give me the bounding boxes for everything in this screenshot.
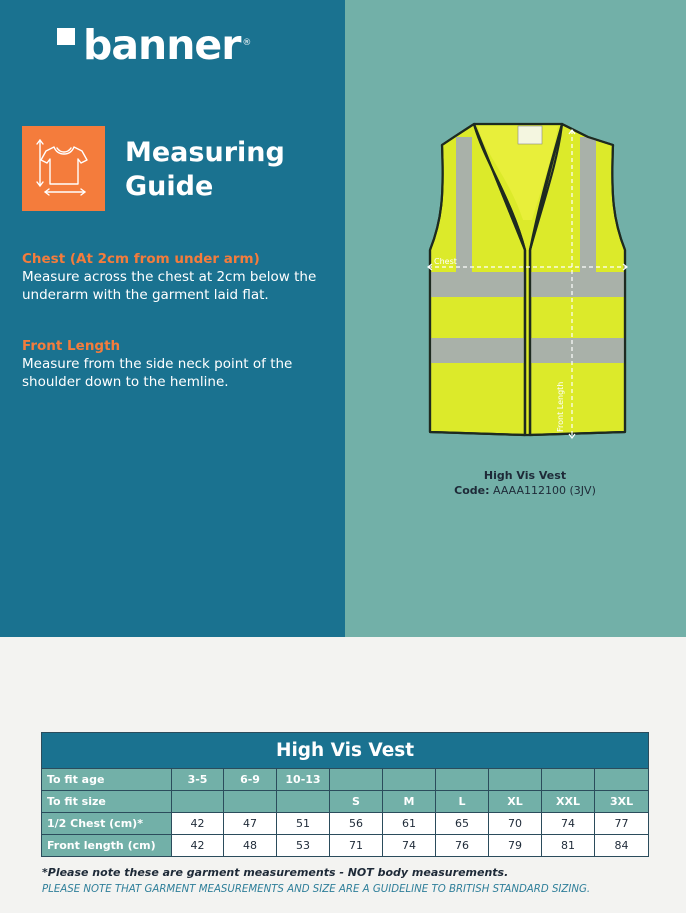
table-cell: 42 — [172, 835, 224, 857]
chest-measure-label: Chest — [434, 257, 457, 266]
table-cell: 79 — [489, 835, 542, 857]
product-name: High Vis Vest — [483, 469, 567, 482]
front-length-heading: Front Length — [22, 338, 121, 354]
table-cell: S — [330, 791, 383, 813]
table-cell — [383, 769, 436, 791]
table-cell — [436, 769, 489, 791]
table-cell — [224, 791, 277, 813]
row-label: 1/2 Chest (cm)* — [42, 813, 172, 835]
table-cell: 71 — [330, 835, 383, 857]
table-row — [42, 813, 649, 835]
table-cell — [172, 791, 224, 813]
sizing-guideline-note: PLEASE NOTE THAT GARMENT MEASUREMENTS AND SIZE ARE A GUIDELINE TO BRITISH STANDARD SIZING. — [42, 884, 591, 895]
left-panel — [0, 0, 345, 637]
product-code-label: Code: — [454, 484, 490, 497]
table-cell: 48 — [224, 835, 277, 857]
table-cell: 3XL — [595, 791, 649, 813]
chest-heading: Chest (At 2cm from under arm) — [22, 251, 260, 267]
title-line-2: Guide — [125, 171, 214, 202]
size-table — [41, 732, 649, 857]
table-cell: XXL — [542, 791, 595, 813]
table-cell: 42 — [172, 813, 224, 835]
table-row — [42, 769, 649, 791]
table-cell: L — [436, 791, 489, 813]
table-cell: 84 — [595, 835, 649, 857]
table-cell — [330, 769, 383, 791]
table-cell: 76 — [436, 835, 489, 857]
table-cell: 47 — [224, 813, 277, 835]
registered-mark: ® — [242, 38, 252, 48]
table-cell: 10-13 — [277, 769, 330, 791]
front-length-description: Measure from the side neck point of the shoulder down to the hemline. — [22, 356, 293, 390]
table-row — [42, 835, 649, 857]
tshirt-measure-icon — [22, 126, 105, 211]
table-row — [42, 791, 649, 813]
table-cell: 56 — [330, 813, 383, 835]
table-cell — [489, 769, 542, 791]
front-length-measure-label: Front Length — [556, 381, 565, 432]
banner-logo — [57, 22, 251, 68]
product-code-value: AAAA112100 (3JV) — [493, 484, 596, 497]
chest-description: Measure across the chest at 2cm below the underarm with the garment laid flat. — [22, 269, 317, 303]
row-label: Front length (cm) — [42, 835, 172, 857]
row-label: To fit size — [42, 791, 172, 813]
vest-illustration — [420, 120, 635, 440]
page-title — [125, 136, 285, 204]
table-cell: 3-5 — [172, 769, 224, 791]
table-cell — [542, 769, 595, 791]
table-title: High Vis Vest — [42, 733, 649, 769]
table-cell: 65 — [436, 813, 489, 835]
table-cell: 53 — [277, 835, 330, 857]
table-cell: XL — [489, 791, 542, 813]
table-cell — [277, 791, 330, 813]
table-cell: 81 — [542, 835, 595, 857]
table-cell — [595, 769, 649, 791]
table-cell: 74 — [542, 813, 595, 835]
row-label: To fit age — [42, 769, 172, 791]
title-line-1: Measuring — [125, 137, 285, 168]
table-cell: 61 — [383, 813, 436, 835]
logo-wordmark: banner — [83, 21, 241, 69]
table-cell: 74 — [383, 835, 436, 857]
table-cell: 77 — [595, 813, 649, 835]
table-cell: 6-9 — [224, 769, 277, 791]
garment-measurement-note: *Please note these are garment measurements - NOT body measurements. — [42, 866, 509, 879]
table-cell: M — [383, 791, 436, 813]
logo-square-mark — [57, 28, 75, 45]
front-length-section — [22, 337, 322, 391]
table-cell: 51 — [277, 813, 330, 835]
product-caption — [400, 468, 650, 498]
chest-section — [22, 250, 322, 304]
table-cell: 70 — [489, 813, 542, 835]
